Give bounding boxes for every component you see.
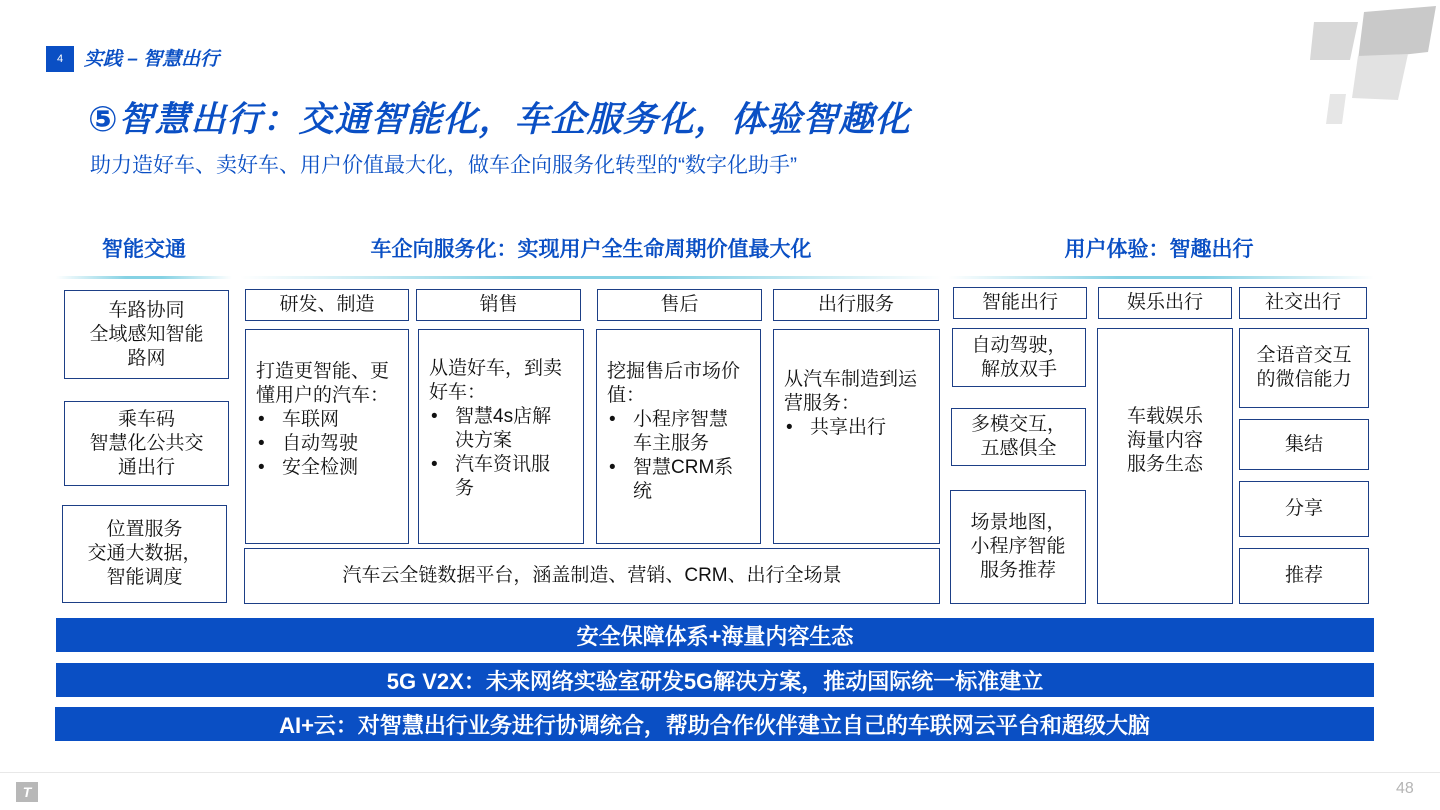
smart-item-scene-map: 场景地图， 小程序智能 服务推荐 (950, 490, 1086, 604)
tab-social-travel: 社交出行 (1239, 287, 1367, 319)
tab-smart-travel: 智能出行 (953, 287, 1087, 319)
tab-rd-manufacturing: 研发、制造 (245, 289, 409, 321)
smart-item-multimodal: 多模交互， 五感俱全 (951, 408, 1086, 466)
tab-sales: 销售 (416, 289, 581, 321)
section-title: 实践 – 智慧出行 (84, 49, 220, 70)
entertainment-content-box: 车载娱乐 海量内容 服务生态 (1097, 328, 1233, 604)
list-item: • 智慧4s店解 决方案 (455, 405, 575, 453)
list-item: • 共享出行 (810, 416, 931, 440)
social-item-share: 分享 (1239, 481, 1369, 537)
after-sales-description: 挖掘售后市场价 值： • 小程序智慧 车主服务 • 智慧CRM系 统 (596, 329, 761, 544)
heading-smart-traffic: 智能交通 (102, 238, 186, 261)
travel-description: 从汽车制造到运 营服务： • 共享出行 (773, 329, 940, 544)
band-security: 安全保障体系+海量内容生态 (56, 618, 1374, 652)
heading-underline (948, 276, 1374, 279)
corner-logo-graphic (1300, 0, 1440, 130)
social-item-wechat: 全语音交互 的微信能力 (1239, 328, 1369, 408)
list-item: • 车联网 (282, 408, 400, 432)
footer-logo: T (16, 782, 38, 802)
tab-after-sales: 售后 (597, 289, 762, 321)
traffic-item-location: 位置服务 交通大数据， 智能调度 (62, 505, 227, 603)
section-number-badge: 4 (46, 46, 74, 72)
heading-user-experience: 用户体验：智趣出行 (1064, 238, 1254, 261)
heading-underline (56, 276, 232, 279)
tab-entertainment-travel: 娱乐出行 (1098, 287, 1232, 319)
page-title: ⑤智慧出行：交通智能化，车企服务化，体验智趣化 (88, 100, 911, 139)
tab-travel-service: 出行服务 (773, 289, 939, 321)
list-item: • 小程序智慧 车主服务 (633, 408, 752, 456)
list-item: • 汽车资讯服 务 (455, 453, 575, 501)
sales-description: 从造好车，到卖 好车： • 智慧4s店解 决方案 • 汽车资讯服 务 (418, 329, 584, 544)
social-item-gather: 集结 (1239, 419, 1369, 470)
page-number: 48 (1396, 780, 1414, 797)
social-item-recommend: 推荐 (1239, 548, 1369, 604)
list-item: • 智慧CRM系 统 (633, 456, 752, 504)
data-platform-box: 汽车云全链数据平台，涵盖制造、营销、CRM、出行全场景 (244, 548, 940, 604)
list-item: • 自动驾驶 (282, 432, 400, 456)
page-subtitle: 助力造好车、卖好车、用户价值最大化，做车企向服务化转型的“数字化助手” (90, 154, 797, 177)
list-item: • 安全检测 (282, 456, 400, 480)
traffic-item-vehicle-road: 车路协同 全域感知智能 路网 (64, 290, 229, 379)
smart-item-autodrive: 自动驾驶， 解放双手 (952, 328, 1086, 387)
footer-divider (0, 772, 1440, 773)
heading-enterprise-service: 车企向服务化：实现用户全生命周期价值最大化 (370, 238, 812, 261)
heading-underline (240, 276, 942, 279)
rd-description: 打造更智能、更 懂用户的汽车： • 车联网 • 自动驾驶 • 安全检测 (245, 329, 409, 544)
traffic-item-ride-code: 乘车码 智慧化公共交 通出行 (64, 401, 229, 486)
band-5g-v2x: 5G V2X：未来网络实验室研发5G解决方案，推动国际统一标准建立 (56, 663, 1374, 697)
band-ai-cloud: AI+云：对智慧出行业务进行协调统合，帮助合作伙伴建立自己的车联网云平台和超级大脑 (55, 707, 1374, 741)
